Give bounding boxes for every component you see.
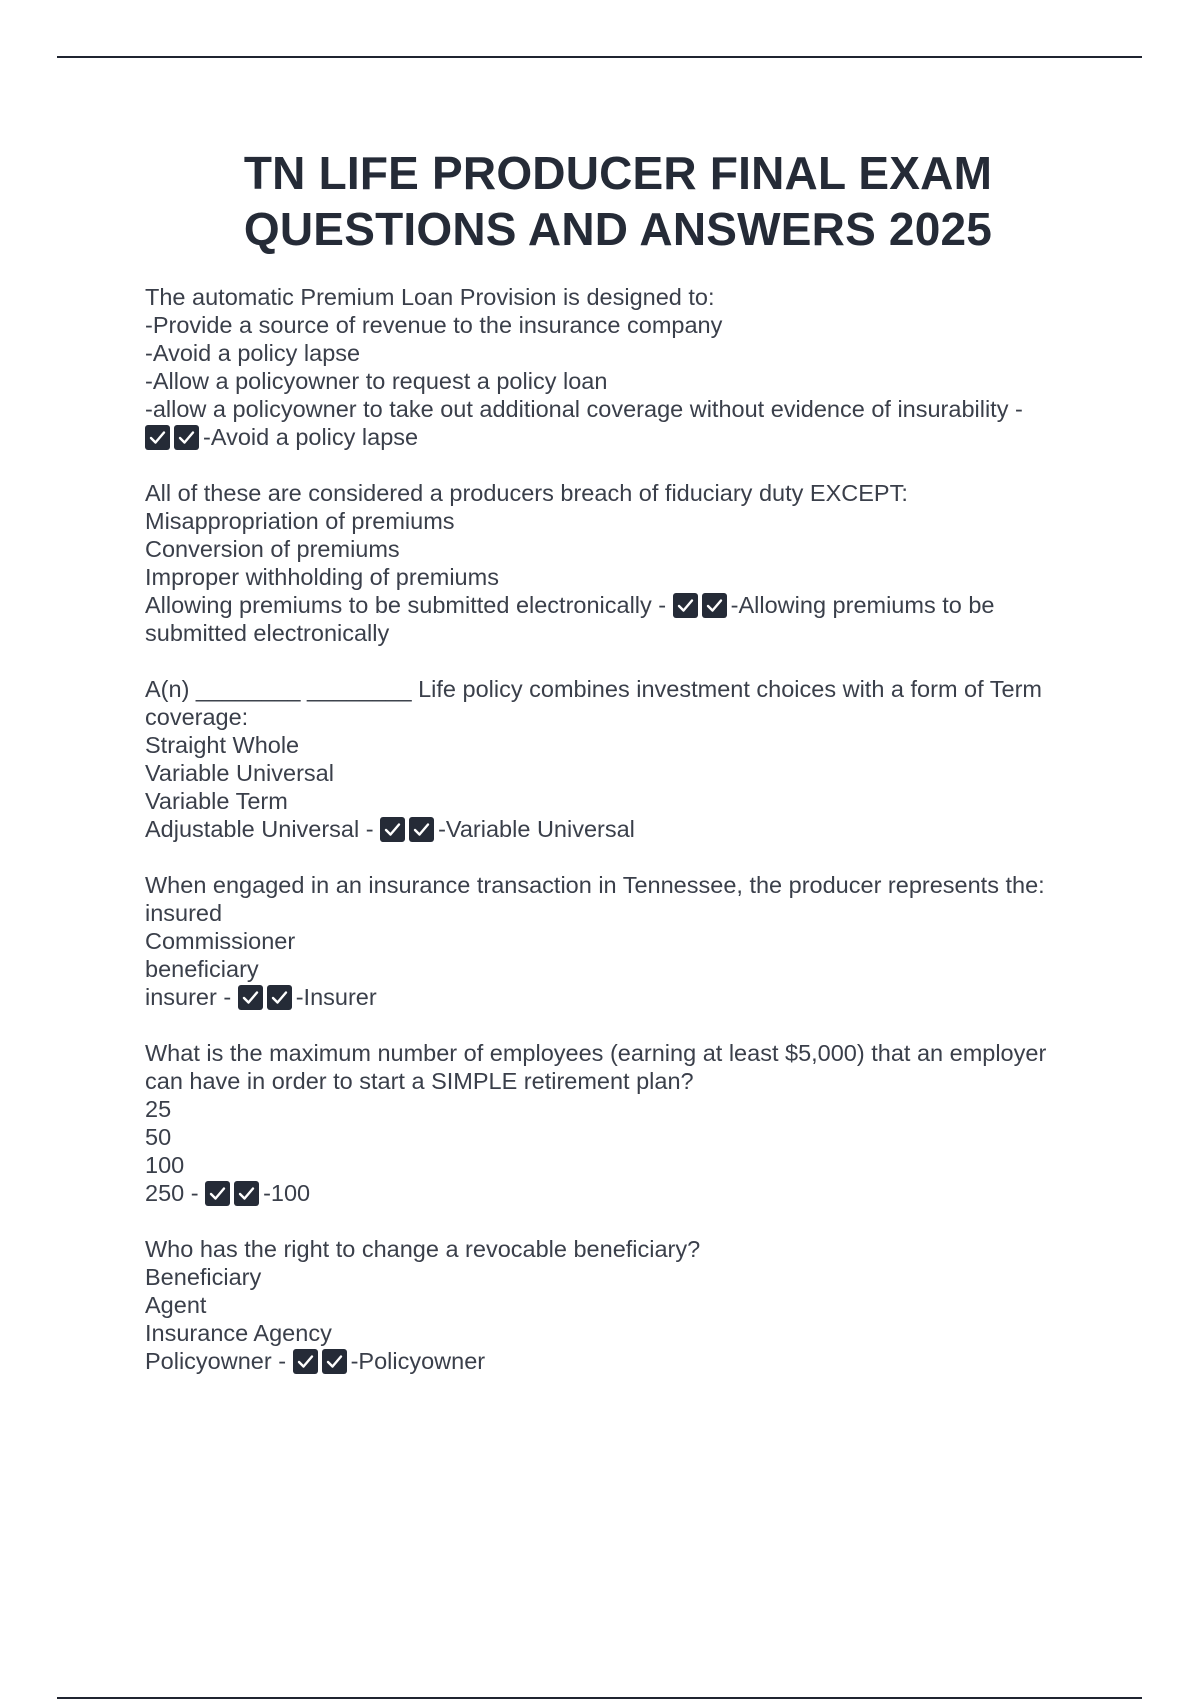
answer-text: -100 <box>263 1180 311 1206</box>
option-line: -Provide a source of revenue to the insurance company <box>145 312 723 338</box>
questions-list <box>145 283 1085 1403</box>
option-line: 100 <box>145 1152 185 1178</box>
checkmark-icon <box>322 1349 347 1374</box>
answer-prefix: 250 - <box>145 1180 206 1206</box>
checkmark-icon <box>673 593 698 618</box>
checkmark-icon <box>145 425 170 450</box>
top-rule <box>57 56 1142 58</box>
option-line: Beneficiary <box>145 1264 262 1290</box>
option-line: Conversion of premiums <box>145 536 400 562</box>
question-6 <box>145 1235 1085 1375</box>
answer-continued: submitted electronically <box>145 620 390 646</box>
checkmark-icon <box>702 593 727 618</box>
option-line: Straight Whole <box>145 732 300 758</box>
answer-line <box>145 423 1085 451</box>
option-line: -Allow a policyowner to request a policy loan <box>145 368 608 394</box>
option-line: insured <box>145 900 223 926</box>
answer-text: -Policyowner <box>350 1348 486 1374</box>
question-line: The automatic Premium Loan Provision is designed to: <box>145 284 715 310</box>
checkmark-icon <box>234 1181 259 1206</box>
checkmark-icon <box>174 425 199 450</box>
answer-text: -Insurer <box>295 984 377 1010</box>
question-line: A(n) ________ ________ Life policy combines investment choices with a form of Term <box>145 676 1042 702</box>
option-line: Commissioner <box>145 928 296 954</box>
answer-prefix: Policyowner - <box>145 1348 293 1374</box>
answer-text: -Allowing premiums to be <box>730 592 995 618</box>
answer-line <box>145 1347 1085 1375</box>
option-line: 50 <box>145 1124 172 1150</box>
question-line: can have in order to start a SIMPLE retirement plan? <box>145 1068 694 1094</box>
answer-text: -Variable Universal <box>438 816 635 842</box>
checkmark-icon <box>205 1181 230 1206</box>
question-line: When engaged in an insurance transaction in Tennessee, the producer represents the: <box>145 872 1045 898</box>
answer-line <box>145 983 1085 1011</box>
option-line: 25 <box>145 1096 172 1122</box>
bottom-rule <box>57 1697 1142 1699</box>
question-line: coverage: <box>145 704 249 730</box>
answer-line <box>145 1179 1085 1207</box>
option-line: Improper withholding of premiums <box>145 564 499 590</box>
question-line: What is the maximum number of employees (earning at least $5,000) that an employer <box>145 1040 1047 1066</box>
option-line: Misappropriation of premiums <box>145 508 455 534</box>
question-line: All of these are considered a producers breach of fiduciary duty EXCEPT: <box>145 480 908 506</box>
document-title <box>0 145 1200 257</box>
option-line: Variable Universal <box>145 760 334 786</box>
option-line: beneficiary <box>145 956 259 982</box>
checkmark-icon <box>267 985 292 1010</box>
option-line: Insurance Agency <box>145 1320 332 1346</box>
question-3 <box>145 675 1085 843</box>
question-4 <box>145 871 1085 1011</box>
question-2 <box>145 479 1085 647</box>
answer-prefix: Allowing premiums to be submitted electronically - <box>145 592 673 618</box>
checkmark-icon <box>293 1349 318 1374</box>
title-line-2: QUESTIONS AND ANSWERS 2025 <box>243 203 993 255</box>
option-line: Agent <box>145 1292 207 1318</box>
option-line: -allow a policyowner to take out additional coverage without evidence of insurability - <box>145 396 1023 422</box>
checkmark-icon <box>380 817 405 842</box>
answer-line <box>145 591 1085 619</box>
answer-prefix: Adjustable Universal - <box>145 816 381 842</box>
answer-line <box>145 815 1085 843</box>
title-line-1: TN LIFE PRODUCER FINAL EXAM <box>243 147 993 199</box>
question-1 <box>145 283 1085 451</box>
question-line: Who has the right to change a revocable beneficiary? <box>145 1236 701 1262</box>
option-line: -Avoid a policy lapse <box>145 340 361 366</box>
answer-text: -Avoid a policy lapse <box>203 424 419 450</box>
checkmark-icon <box>409 817 434 842</box>
option-line: Variable Term <box>145 788 288 814</box>
question-5 <box>145 1039 1085 1207</box>
answer-prefix: insurer - <box>145 984 238 1010</box>
checkmark-icon <box>238 985 263 1010</box>
